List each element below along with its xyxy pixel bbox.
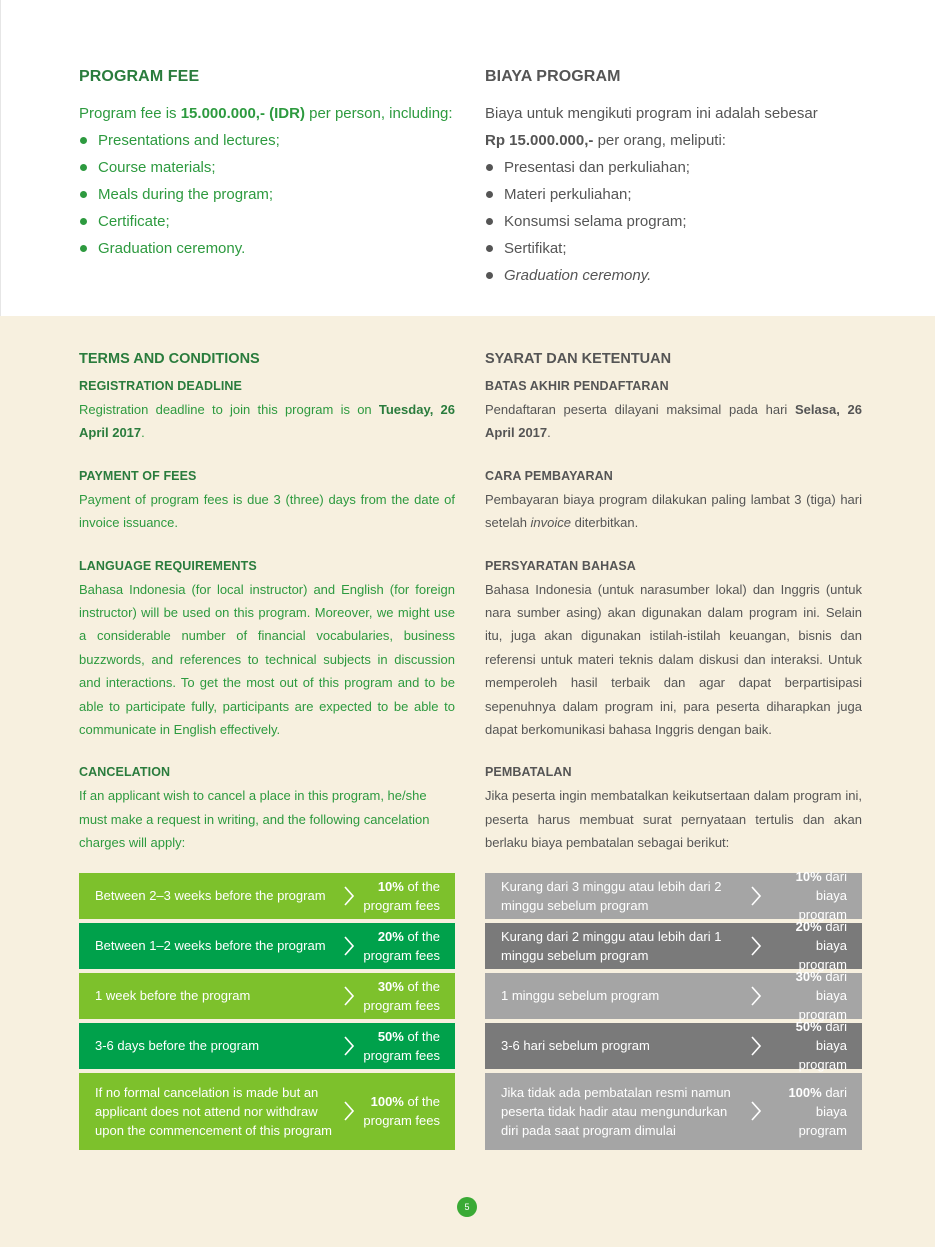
table-row [79, 1023, 455, 1069]
program-fee-id [485, 68, 862, 289]
cancelation-table [485, 869, 862, 1150]
fee-includes-list [485, 154, 862, 289]
chevron-right-icon [335, 981, 363, 1011]
row-period: If no formal cancelation is made but an applicant does not attend nor withdraw upon the commencement of this program [95, 1084, 333, 1138]
charge-text: program fees [363, 1113, 440, 1129]
charge-text: dari [821, 869, 847, 885]
row-period: 3-6 days before the program [95, 1038, 260, 1054]
row-charge [363, 1027, 455, 1065]
table-row [485, 969, 862, 1023]
cancelation-heading: CANCELATION [79, 765, 171, 780]
text: Pembayaran biaya program dilakukan paling lambat 3 (tiga) hari setelah [485, 491, 862, 531]
list-item: Graduation ceremony. [79, 235, 455, 262]
charge-percent: 100% [370, 1094, 404, 1110]
row-charge [363, 1092, 455, 1130]
charge-percent: 20% [377, 928, 404, 944]
charge-text: of the [403, 878, 440, 894]
registration-deadline-heading: REGISTRATION DEADLINE [79, 379, 242, 393]
deadline-date: Selasa, 26 April 2017 [485, 402, 862, 441]
row-period: Kurang dari 2 minggu atau lebih dari 1 minggu sebelum program [501, 928, 722, 963]
text: invoice [530, 515, 572, 531]
list-item: Sertifikat; [485, 235, 862, 262]
row-charge [770, 917, 862, 974]
registration-deadline-text [79, 398, 455, 445]
charge-text: of the [403, 1094, 440, 1110]
payment-text: Payment of program fees is due 3 (three) days from the date of invoice issuance. [79, 491, 455, 531]
table-row [79, 923, 455, 969]
charge-percent: 100% [788, 1084, 822, 1100]
charge-text: of the [403, 978, 440, 994]
list-item: Meals during the program; [79, 181, 455, 208]
row-period: 1 minggu sebelum program [501, 988, 660, 1004]
charge-text: program fees [363, 1047, 440, 1063]
intro-text: Program fee is [79, 105, 181, 122]
cancelation-text: Jika peserta ingin membatalkan keikutsertaan dalam program ini, peserta harus membuat surat pernyataan tertulis dan akan berlaku biaya pembatalan sebagai berikut: [485, 788, 862, 851]
chevron-right-icon [742, 1096, 770, 1126]
list-item: Presentasi dan perkuliahan; [485, 154, 862, 181]
list-item: Presentations and lectures; [79, 127, 455, 154]
cancelation-text: If an applicant wish to cancel a place in this program, he/she must make a request in writing, and the following cancelation charges will apply: [79, 788, 430, 851]
payment-heading: PAYMENT OF FEES [79, 468, 197, 483]
table-row [485, 1073, 862, 1150]
language-text: Bahasa Indonesia (for local instructor) and English (for foreign instructor) will be used on this program. Moreover, we might use a considerable number of financial vocabularies, business buzzwords, and references to technical subjects in discussion and interactions. To get the most out of this program and to be able to participate fully, participants are expected to be able to communicate in English effectively. [79, 581, 455, 738]
intro-text-end: per orang, meliputi: [593, 132, 726, 149]
fee-amount: Rp 15.000.000,- [485, 132, 594, 149]
charge-text: program fees [363, 997, 440, 1013]
charge-percent: 20% [795, 919, 822, 935]
charge-text: biaya program [798, 1103, 847, 1138]
cancelation-table [79, 873, 455, 1150]
row-period: Between 1–2 weeks before the program [95, 938, 326, 954]
charge-text: dari [821, 969, 847, 985]
charge-text: program fees [363, 947, 440, 963]
table-row [485, 869, 862, 923]
charge-text: biaya program [798, 988, 847, 1023]
table-row [79, 1073, 455, 1150]
row-charge [770, 967, 862, 1024]
charge-text: biaya program [798, 938, 847, 973]
table-row [485, 919, 862, 973]
cancelation-heading: PEMBATALAN [485, 765, 572, 780]
intro-text: Biaya untuk mengikuti program ini adalah sebesar [485, 105, 818, 122]
intro-text-end: per person, including: [304, 105, 453, 122]
chevron-right-icon [335, 1096, 363, 1126]
list-item: Course materials; [79, 154, 455, 181]
text: . [141, 425, 145, 441]
payment-heading: CARA PEMBAYARAN [485, 468, 613, 483]
text: diterbitkan. [571, 515, 639, 531]
payment-text [485, 488, 862, 535]
charge-text: dari [821, 1019, 847, 1035]
row-charge [770, 1017, 862, 1074]
list-item: Materi perkuliahan; [485, 181, 862, 208]
charge-text: biaya program [798, 888, 847, 923]
row-period: Kurang dari 3 minggu atau lebih dari 2 minggu sebelum program [501, 878, 722, 913]
charge-percent: 10% [377, 878, 404, 894]
program-fee-title: PROGRAM FEE [79, 68, 200, 85]
table-row [485, 1019, 862, 1073]
language-heading: PERSYARATAN BAHASA [485, 558, 636, 573]
row-charge [363, 927, 455, 965]
table-row [79, 873, 455, 919]
language-heading: LANGUAGE REQUIREMENTS [79, 558, 257, 573]
chevron-right-icon [742, 981, 770, 1011]
text: Registration deadline to join this program is on [79, 402, 379, 417]
deadline-date: Tuesday, 26 April 2017 [79, 402, 456, 441]
list-item: Graduation ceremony. [485, 262, 862, 289]
table-row [79, 973, 455, 1019]
text: . [547, 425, 551, 441]
charge-percent: 30% [377, 978, 404, 994]
row-charge [770, 1083, 862, 1140]
list-item: Certificate; [79, 208, 455, 235]
charge-percent: 10% [795, 869, 822, 885]
row-charge [770, 867, 862, 924]
page-number: 5 [457, 1197, 477, 1217]
charge-percent: 50% [795, 1019, 822, 1035]
program-fee-intro [79, 100, 455, 127]
row-charge [363, 977, 455, 1015]
chevron-right-icon [335, 881, 363, 911]
charge-text: biaya program [798, 1038, 847, 1073]
charge-percent: 30% [795, 969, 822, 985]
charge-text: dari [821, 919, 847, 935]
chevron-right-icon [742, 931, 770, 961]
row-period: Jika tidak ada pembatalan resmi namun peserta tidak hadir atau mengundurkan diri pada saat program dimulai [501, 1084, 731, 1138]
charge-text: of the [403, 928, 440, 944]
program-fee-en [79, 68, 455, 262]
registration-deadline-text [485, 398, 862, 445]
chevron-right-icon [742, 881, 770, 911]
registration-deadline-heading: BATAS AKHIR PENDAFTARAN [485, 379, 669, 393]
biaya-program-intro [485, 100, 862, 154]
text: Pendaftaran peserta dilayani maksimal pada hari [485, 402, 796, 417]
chevron-right-icon [335, 1031, 363, 1061]
chevron-right-icon [335, 931, 363, 961]
terms-title: TERMS AND CONDITIONS [79, 351, 260, 367]
row-period: Between 2–3 weeks before the program [95, 888, 326, 904]
row-period: 3-6 hari sebelum program [501, 1038, 650, 1054]
fee-includes-list [79, 127, 455, 262]
language-text: Bahasa Indonesia (untuk narasumber lokal) dan Inggris (untuk nara sumber asing) akan digunakan dalam program ini. Selain itu, juga akan digunakan istilah-istilah keuangan, bisnis dan referensi untuk materi teknis dalam diskusi dan interaksi. Untuk memperoleh hasil terbaik dan agar dapat berpartisipasi sepenuhnya dalam program ini, para peserta diharapkan juga dapat berkomunikasi bahasa Inggris dengan baik. [485, 581, 862, 738]
terms-en [79, 351, 455, 1154]
terms-id [485, 351, 862, 1154]
biaya-program-title: BIAYA PROGRAM [485, 68, 621, 85]
charge-percent: 50% [377, 1028, 404, 1044]
terms-title: SYARAT DAN KETENTUAN [485, 351, 672, 367]
fee-amount: 15.000.000,- (IDR) [180, 105, 305, 122]
charge-text: of the [403, 1028, 440, 1044]
list-item: Konsumsi selama program; [485, 208, 862, 235]
chevron-right-icon [742, 1031, 770, 1061]
row-period: 1 week before the program [95, 988, 251, 1004]
charge-text: program fees [363, 897, 440, 913]
row-charge [363, 877, 455, 915]
charge-text: dari [821, 1084, 847, 1100]
